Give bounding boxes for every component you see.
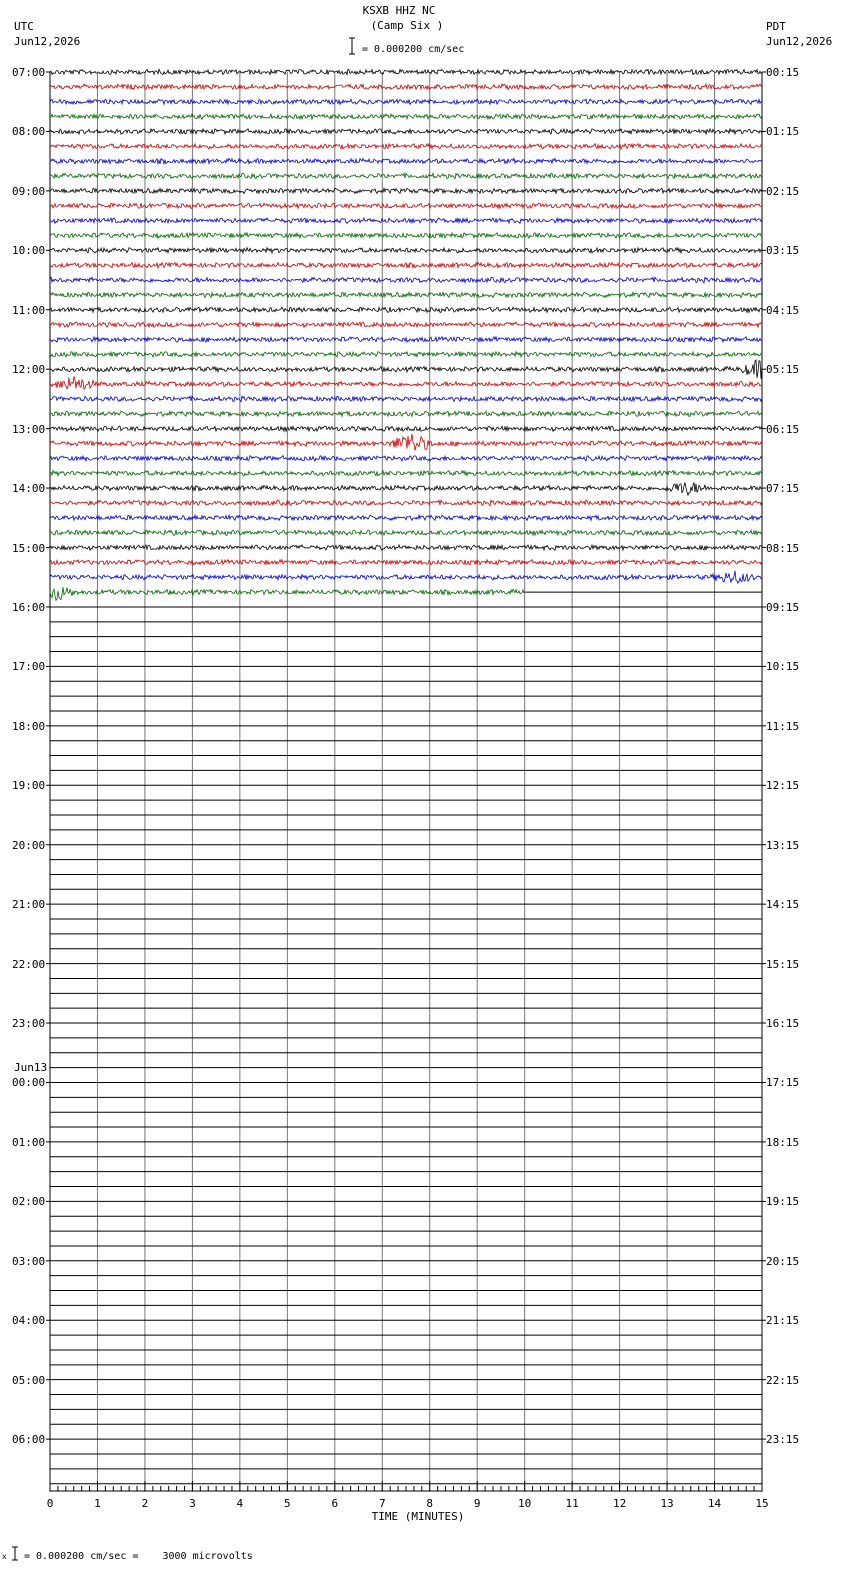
right-hour-label: 09:15 [766,600,800,614]
seismic-trace [50,129,762,134]
seismic-trace [50,322,762,327]
left-hour-label: 00:00 [12,1076,46,1090]
seismic-trace [50,571,762,583]
station-location: (Camp Six ) [370,19,444,32]
seismic-trace [50,173,762,179]
x-tick-label: 13 [660,1497,674,1510]
seismic-trace [50,352,762,357]
seismic-trace [50,114,762,119]
seismic-trace [50,292,762,297]
x-tick-label: 10 [518,1497,532,1510]
right-date: Jun12,2026 [766,35,833,48]
right-hour-label: 07:15 [766,482,800,496]
x-tick-label: 14 [707,1497,722,1510]
left-hour-label: 04:00 [12,1314,46,1328]
right-hour-label: 14:15 [766,898,800,912]
left-hour-label: 18:00 [12,719,46,733]
seismic-trace [50,560,762,565]
right-timezone: PDT [766,20,786,33]
seismic-trace [50,530,762,535]
seismic-trace [50,263,762,268]
seismogram-traces [50,69,762,600]
seismic-trace [50,515,762,520]
left-timezone: UTC [14,20,34,33]
right-hour-label: 22:15 [766,1373,800,1387]
left-hour-label: 11:00 [12,303,46,317]
left-date: Jun12,2026 [14,35,81,48]
right-hour-label: 18:15 [766,1135,800,1149]
seismic-trace [50,545,762,550]
x-tick-label: 7 [378,1497,386,1510]
time-axis [47,1481,769,1510]
seismic-trace [50,203,762,208]
station-title: KSXB HHZ NC [362,4,436,17]
scale-bar-bottom [12,1547,18,1560]
seismic-trace [50,84,762,90]
seismic-trace [50,248,762,253]
seismic-trace [50,426,762,431]
right-hour-label: 00:15 [766,66,800,79]
footer-scale-note: = 0.000200 cm/sec = 3000 microvolts [24,1551,253,1562]
seismic-trace [50,218,762,223]
left-hour-label: 21:00 [12,898,46,912]
x-axis-label: TIME (MINUTES) [371,1510,465,1523]
left-hour-label: 13:00 [12,422,46,436]
x-tick-label: 0 [46,1497,54,1510]
right-hour-label: 16:15 [766,1017,800,1031]
x-tick-label: 6 [331,1497,339,1510]
x-tick-label: 8 [426,1497,434,1510]
seismic-trace [50,307,762,312]
x-tick-label: 11 [565,1497,579,1510]
right-hour-label: 12:15 [766,779,800,793]
right-hour-label: 21:15 [766,1314,800,1328]
right-hour-label: 23:15 [766,1433,800,1447]
seismic-trace [50,482,762,495]
right-hour-label: 17:15 [766,1076,800,1090]
left-hour-label: 02:00 [12,1195,46,1209]
seismic-trace [50,500,762,506]
right-hour-label: 13:15 [766,838,800,852]
right-hour-label: 01:15 [766,125,800,139]
seismic-trace [50,158,762,164]
chart-grid [46,72,766,1492]
seismic-trace [50,396,762,402]
left-hour-label: 17:00 [12,660,46,674]
seismic-trace [50,188,762,193]
x-tick-label: 9 [473,1497,481,1510]
seismic-trace [50,456,762,461]
scale-label: = 0.000200 cm/sec [362,44,465,55]
right-hour-label: 19:15 [766,1195,800,1209]
left-hour-label: 19:00 [12,779,46,793]
seismic-trace [50,376,762,389]
right-hour-label: 20:15 [766,1254,800,1268]
seismic-trace [50,69,762,74]
left-hour-label: 08:00 [12,125,46,139]
right-hour-label: 10:15 [766,660,800,674]
scale-bar-top [349,38,355,54]
right-hour-label: 05:15 [766,363,800,377]
date-change-label: Jun13 [14,1061,48,1075]
seismic-trace [50,434,762,451]
left-hour-label: 07:00 [12,66,46,79]
left-hour-label: 16:00 [12,600,46,614]
x-tick-label: 2 [141,1497,149,1510]
right-hour-label: 08:15 [766,541,800,555]
seismic-trace [50,277,762,283]
left-hour-label: 22:00 [12,957,46,971]
left-hour-label: 05:00 [12,1373,46,1387]
right-hour-label: 03:15 [766,244,800,258]
seismic-trace [50,471,762,476]
seismic-trace [50,411,762,416]
right-hour-label: 06:15 [766,422,800,436]
left-hour-label: 12:00 [12,363,46,377]
left-hour-label: 23:00 [12,1017,46,1031]
seismic-trace [50,99,762,104]
seismic-trace [50,144,762,149]
left-hour-label: 03:00 [12,1254,46,1268]
x-tick-label: 1 [94,1497,101,1510]
footer-marker: x [2,1552,7,1561]
left-hour-label: 06:00 [12,1433,46,1447]
right-hour-label: 11:15 [766,719,800,733]
seismic-trace [50,233,762,238]
x-tick-label: 3 [189,1497,196,1510]
left-hour-label: 15:00 [12,541,46,555]
x-tick-label: 12 [612,1497,627,1510]
x-tick-label: 5 [284,1497,291,1510]
left-hour-label: 20:00 [12,838,46,852]
right-hour-label: 02:15 [766,184,800,198]
left-hour-label: 09:00 [12,184,46,198]
seismic-trace [50,337,762,342]
left-hour-label: 14:00 [12,482,46,496]
left-hour-label: 10:00 [12,244,46,258]
seismic-trace [50,360,762,379]
x-tick-label: 15 [755,1497,769,1510]
right-hour-label: 04:15 [766,303,800,317]
right-hour-label: 15:15 [766,957,800,971]
x-tick-label: 4 [236,1497,244,1510]
left-hour-label: 01:00 [12,1135,46,1149]
